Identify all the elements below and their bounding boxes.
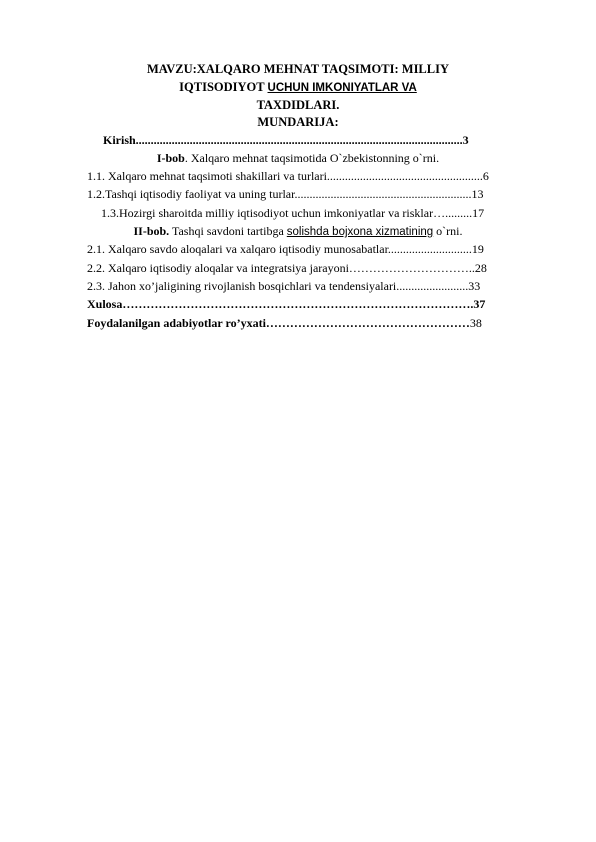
toc-chapter-1-label: I-bob — [156, 151, 185, 165]
title-line-2-link[interactable]: UCHUN IMKONIYATLAR VA — [267, 82, 417, 94]
toc-section-2-1: 2.1. Xalqaro savdo aloqalari va xalqaro iqtisodiy munosabatlar............................19 — [87, 242, 484, 256]
toc-chapter-1 — [0, 150, 596, 166]
toc-section-2-3: 2.3. Jahon xo’jaligining rivojlanish bosqichlari va tendensiyalari........................33 — [87, 279, 481, 293]
toc-section-1-1: 1.1. Xalqaro mehnat taqsimoti shakillari va turlari....................................................6 — [87, 169, 489, 183]
title-line-2 — [0, 79, 596, 96]
toc-conclusion: Xulosa…………………………………………………………………………….37 — [87, 297, 486, 311]
toc-references-page: 38 — [469, 316, 482, 330]
toc-chapter-2-label: II-bob. — [133, 224, 170, 238]
toc-chapter-2-end: o`rni. — [433, 224, 463, 238]
toc-chapter-2-title: Tashqi savdoni tartibga — [169, 224, 287, 238]
toc-section-1-2: 1.2.Tashqi iqtisodiy faoliyat va uning turlar...........................................................13 — [87, 187, 484, 201]
toc-chapter-2-link[interactable]: solishda bojxona xizmatining — [286, 226, 434, 238]
toc-chapter-1-title: . Xalqaro mehnat taqsimotida O`zbekistonning o`rni. — [184, 151, 440, 165]
toc-references — [87, 315, 482, 331]
title-line-3: TAXDIDLARI. — [256, 98, 340, 112]
toc-references-label: Foydalanilgan adabiyotlar ro’yxati…………………………………………… — [87, 316, 470, 330]
title-line-1: MAVZU:XALQARO MEHNAT TAQSIMOTI: MILLIY — [147, 62, 449, 76]
contents-heading: MUNDARIJA: — [257, 115, 339, 129]
toc-section-1-3: 1.3.Hozirgi sharoitda milliy iqtisodiyot uchun imkoniyatlar va risklar….........17 — [101, 206, 485, 220]
toc-section-2-2: 2.2. Xalqaro iqtisodiy aloqalar va integratsiya jarayoni…………………………..28 — [87, 261, 487, 275]
title-line-2-bold: IQTISODIYOT — [179, 80, 265, 94]
toc-chapter-2 — [0, 223, 596, 240]
toc-intro: Kirish.............................................................................................................3 — [103, 133, 469, 147]
